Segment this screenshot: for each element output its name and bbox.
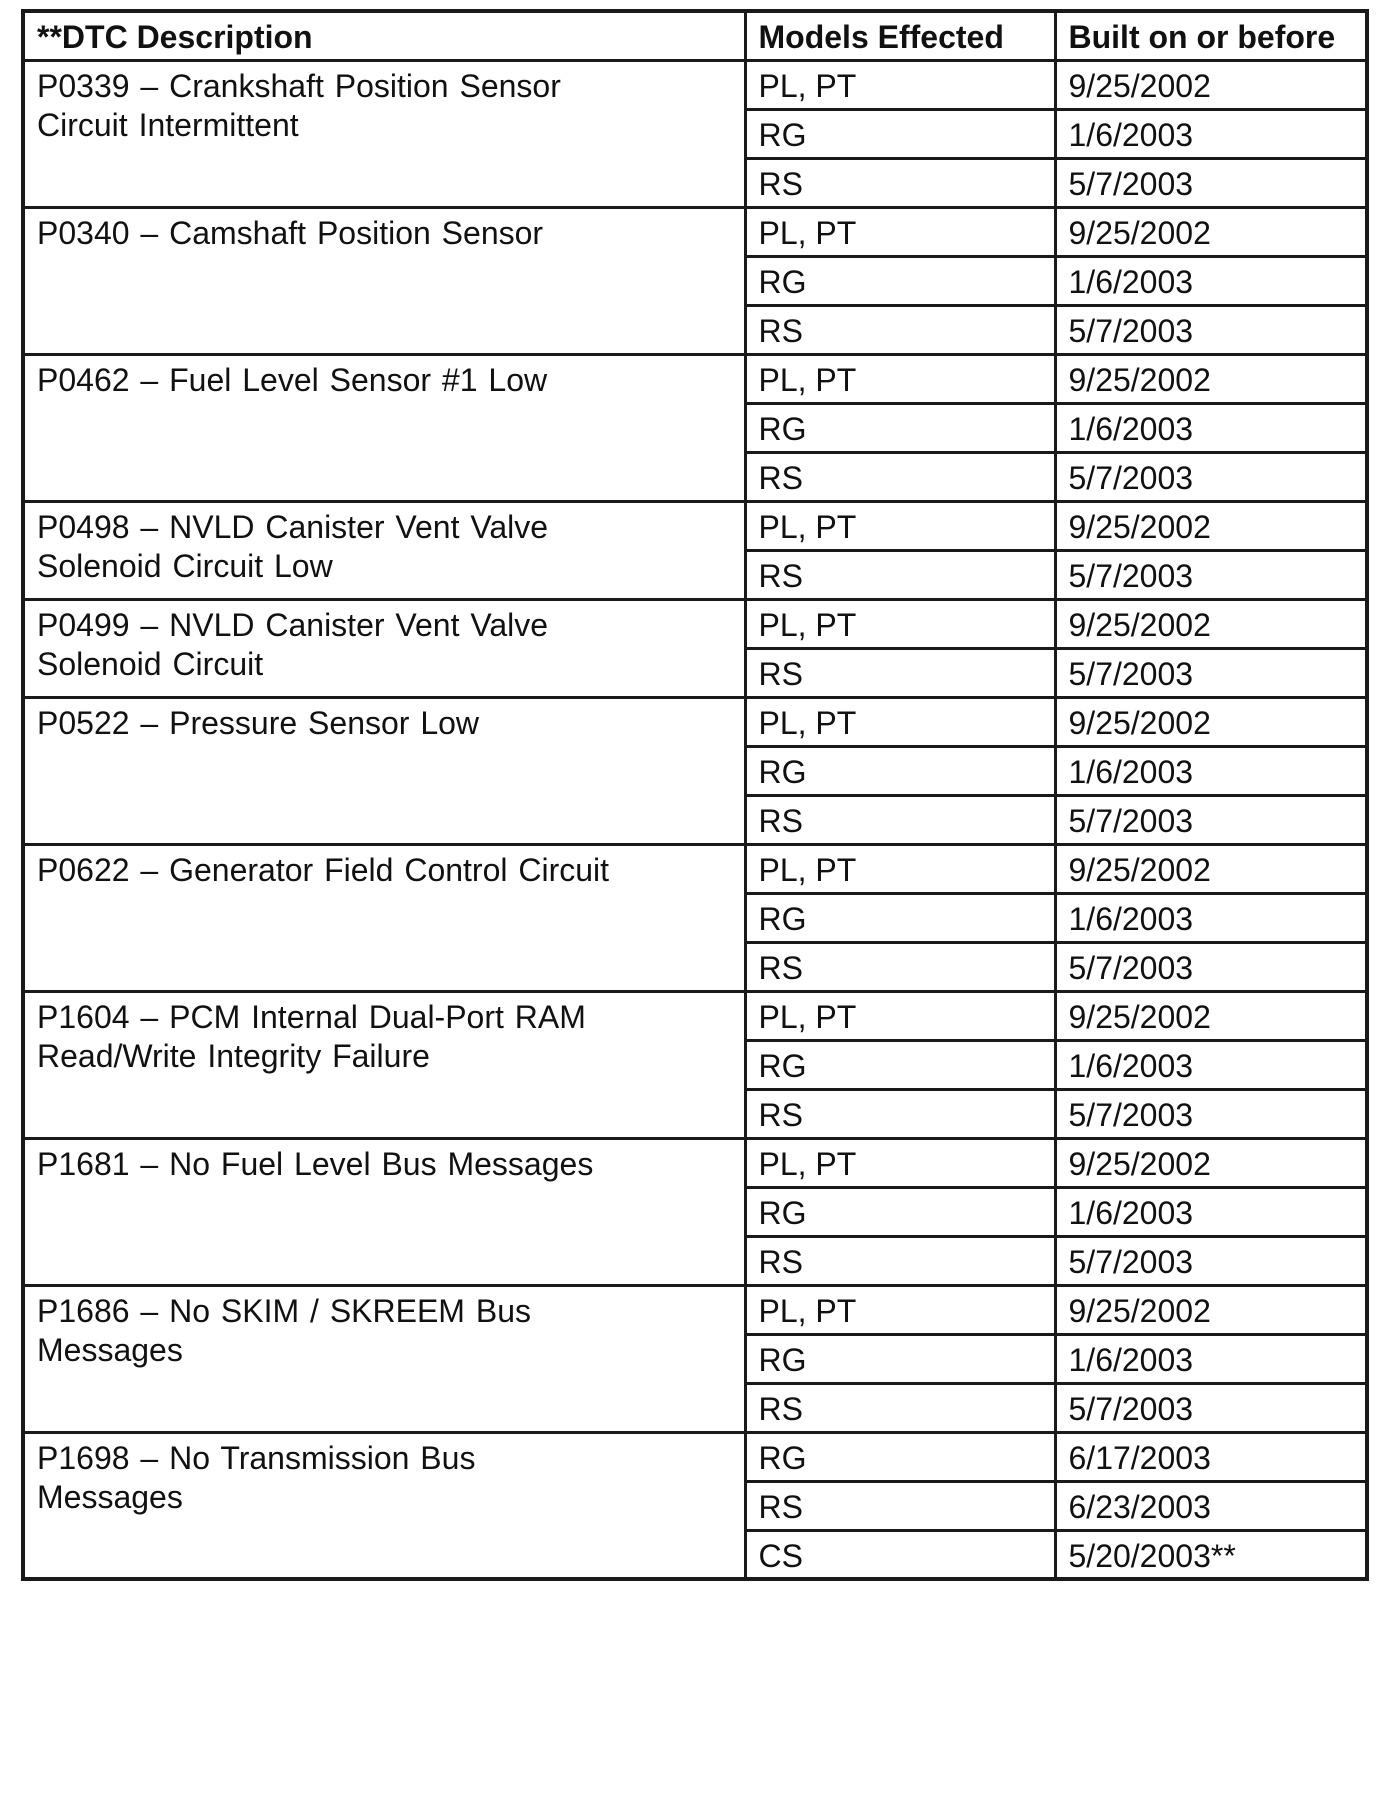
models-effected-cell: RG [745,1040,1055,1089]
built-date-cell: 9/25/2002 [1055,697,1367,746]
built-date-cell: 5/7/2003 [1055,1236,1367,1285]
models-effected-cell: PL, PT [745,991,1055,1040]
table-body [23,60,1367,1579]
built-date-cell: 9/25/2002 [1055,991,1367,1040]
models-effected-cell: RS [745,550,1055,599]
built-date-cell: 1/6/2003 [1055,1334,1367,1383]
table-row [23,354,1367,403]
table-row [23,1285,1367,1334]
models-effected-cell: RS [745,158,1055,207]
dtc-description: P0498 – NVLD Canister Vent Valve Solenoid Circuit Low [23,501,745,599]
models-effected-cell: PL, PT [745,697,1055,746]
table-row [23,60,1367,109]
built-date-cell: 5/7/2003 [1055,305,1367,354]
dtc-description: P1681 – No Fuel Level Bus Messages [23,1138,745,1285]
dtc-description: P1604 – PCM Internal Dual-Port RAM Read/Write Integrity Failure [23,991,745,1138]
built-date-cell: 9/25/2002 [1055,501,1367,550]
table-row [23,697,1367,746]
models-effected-cell: PL, PT [745,844,1055,893]
table-row [23,1432,1367,1481]
dtc-table [21,9,1369,1581]
models-effected-cell: RS [745,305,1055,354]
built-date-cell: 5/7/2003 [1055,648,1367,697]
models-effected-cell: RS [745,1383,1055,1432]
models-effected-cell: PL, PT [745,1285,1055,1334]
built-date-cell: 5/7/2003 [1055,1383,1367,1432]
built-date-cell: 1/6/2003 [1055,1187,1367,1236]
dtc-description: P0340 – Camshaft Position Sensor [23,207,745,354]
built-date-cell: 1/6/2003 [1055,746,1367,795]
header-models-effected: Models Effected [745,11,1055,60]
models-effected-cell: RG [745,1334,1055,1383]
built-date-cell: 5/7/2003 [1055,1089,1367,1138]
models-effected-cell: RG [745,403,1055,452]
dtc-description: P0622 – Generator Field Control Circuit [23,844,745,991]
built-date-cell: 5/7/2003 [1055,942,1367,991]
models-effected-cell: CS [745,1530,1055,1579]
table-row [23,207,1367,256]
dtc-description: P0462 – Fuel Level Sensor #1 Low [23,354,745,501]
models-effected-cell: RG [745,746,1055,795]
models-effected-cell: PL, PT [745,354,1055,403]
models-effected-cell: RG [745,256,1055,305]
models-effected-cell: PL, PT [745,501,1055,550]
built-date-cell: 9/25/2002 [1055,207,1367,256]
built-date-cell: 9/25/2002 [1055,1285,1367,1334]
built-date-cell: 9/25/2002 [1055,844,1367,893]
models-effected-cell: RS [745,1089,1055,1138]
header-row [23,11,1367,60]
built-date-cell: 5/20/2003** [1055,1530,1367,1579]
built-date-cell: 1/6/2003 [1055,893,1367,942]
models-effected-cell: RG [745,1432,1055,1481]
models-effected-cell: PL, PT [745,207,1055,256]
table-row [23,991,1367,1040]
header-dtc-description: **DTC Description [23,11,745,60]
built-date-cell: 5/7/2003 [1055,158,1367,207]
built-date-cell: 1/6/2003 [1055,109,1367,158]
table-row [23,599,1367,648]
built-date-cell: 1/6/2003 [1055,403,1367,452]
dtc-description: P0522 – Pressure Sensor Low [23,697,745,844]
models-effected-cell: RS [745,942,1055,991]
dtc-description: P1698 – No Transmission Bus Messages [23,1432,745,1579]
built-date-cell: 5/7/2003 [1055,550,1367,599]
built-date-cell: 9/25/2002 [1055,354,1367,403]
built-date-cell: 9/25/2002 [1055,1138,1367,1187]
models-effected-cell: RS [745,795,1055,844]
models-effected-cell: RG [745,109,1055,158]
header-built-on-or-before: Built on or before [1055,11,1367,60]
built-date-cell: 5/7/2003 [1055,452,1367,501]
table-row [23,501,1367,550]
table-row [23,844,1367,893]
models-effected-cell: RS [745,1481,1055,1530]
table-row [23,1138,1367,1187]
built-date-cell: 6/23/2003 [1055,1481,1367,1530]
dtc-description: P0499 – NVLD Canister Vent Valve Solenoid Circuit [23,599,745,697]
built-date-cell: 9/25/2002 [1055,599,1367,648]
built-date-cell: 1/6/2003 [1055,1040,1367,1089]
models-effected-cell: PL, PT [745,1138,1055,1187]
built-date-cell: 6/17/2003 [1055,1432,1367,1481]
built-date-cell: 1/6/2003 [1055,256,1367,305]
models-effected-cell: RS [745,648,1055,697]
dtc-description: P1686 – No SKIM / SKREEM Bus Messages [23,1285,745,1432]
built-date-cell: 5/7/2003 [1055,795,1367,844]
models-effected-cell: RS [745,1236,1055,1285]
models-effected-cell: RG [745,1187,1055,1236]
models-effected-cell: RS [745,452,1055,501]
dtc-description: P0339 – Crankshaft Position Sensor Circuit Intermittent [23,60,745,207]
built-date-cell: 9/25/2002 [1055,60,1367,109]
models-effected-cell: PL, PT [745,599,1055,648]
models-effected-cell: RG [745,893,1055,942]
models-effected-cell: PL, PT [745,60,1055,109]
